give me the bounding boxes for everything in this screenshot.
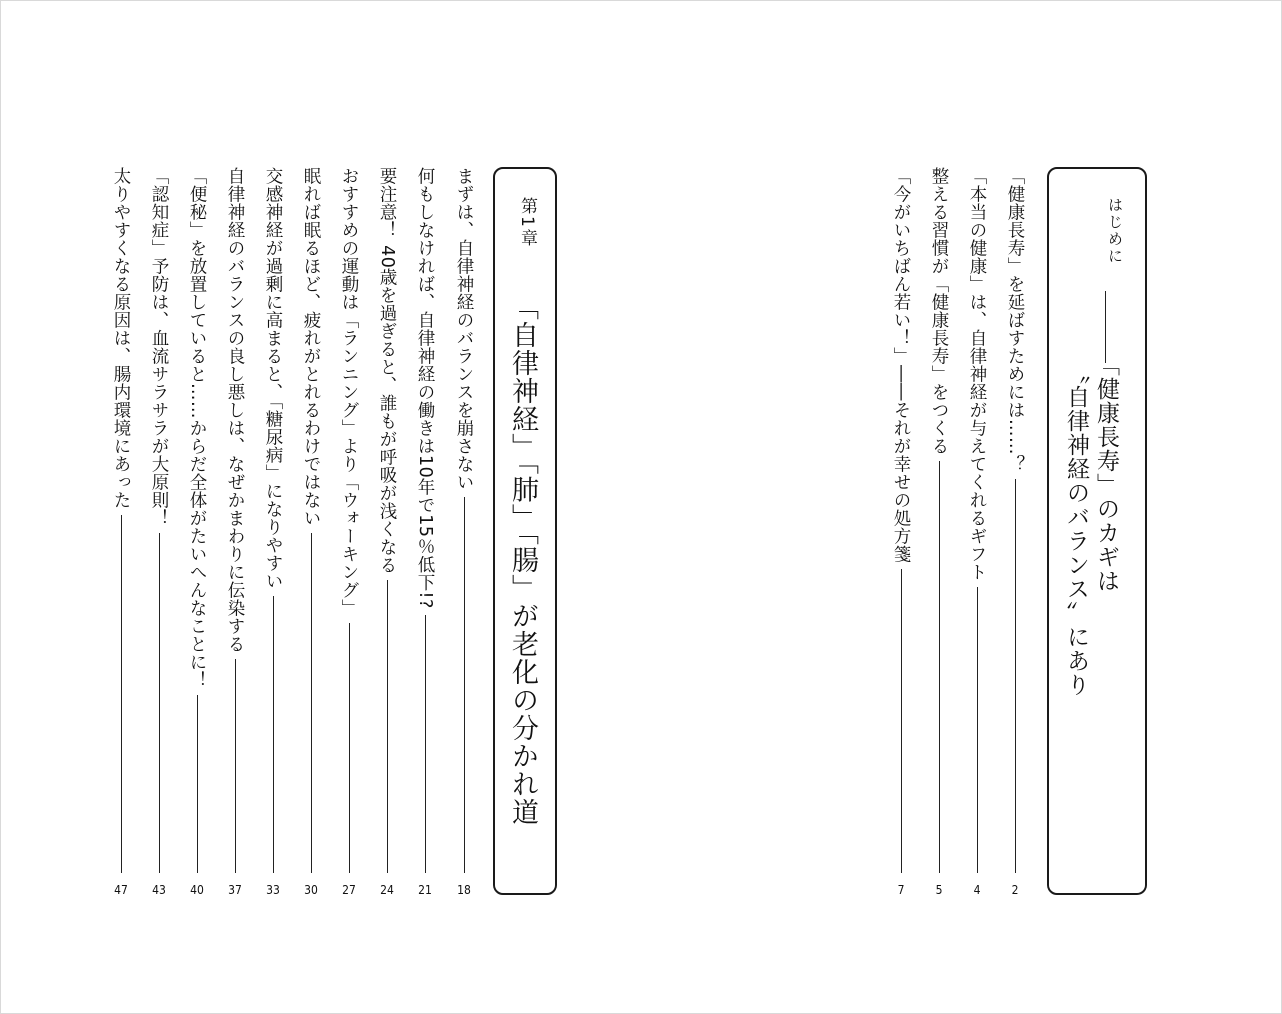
toc-page-number: 7 <box>897 883 905 897</box>
toc-entry-text: 眠れば眠るほど、疲れがとれるわけではない <box>301 167 321 527</box>
toc-entry-text: 「本当の健康」は、自律神経が与えてくれるギフト <box>967 167 987 581</box>
toc-entry-text: 「今がいちばん若い！」――それが幸せの処方箋 <box>891 167 911 563</box>
toc-entry[interactable] <box>184 167 210 897</box>
toc-entry[interactable] <box>374 167 400 897</box>
toc-entry-text: 何もしなければ、自律神経の働きは10年で15％低下!? <box>415 167 435 609</box>
toc-page-number: 33 <box>266 883 280 897</box>
toc-entry[interactable] <box>451 167 477 897</box>
hajimeni-title-line1: 「健康長寿」のカギは <box>1093 353 1119 593</box>
toc-entry-text: おすすめの運動は「ランニング」より「ウォーキング」 <box>339 167 359 617</box>
toc-entry[interactable] <box>108 167 134 897</box>
toc-leader-line <box>235 659 236 873</box>
toc-leader-line <box>159 533 160 873</box>
toc-page-number: 18 <box>457 883 471 897</box>
toc-entry-text: 自律神経のバランスの良し悪しは、なぜかまわりに伝染する <box>225 167 245 653</box>
toc-leader-line <box>901 569 902 873</box>
toc-leader-line <box>387 580 388 873</box>
toc-leader-line <box>349 623 350 873</box>
chapter1-label: 第1章 <box>517 197 537 248</box>
toc-page-number: 30 <box>304 883 318 897</box>
toc-entry-text: 「健康長寿」を延ばすためには……？ <box>1005 167 1025 473</box>
toc-page-number: 4 <box>973 883 981 897</box>
toc-page-number: 27 <box>342 883 356 897</box>
toc-page-number: 5 <box>935 883 943 897</box>
toc-page-number: 21 <box>418 883 432 897</box>
toc-entry-text: まずは、自律神経のバランスを崩さない <box>454 167 474 491</box>
toc-leader-line <box>273 596 274 873</box>
toc-entry[interactable] <box>336 167 362 897</box>
toc-page-number: 43 <box>152 883 166 897</box>
toc-leader-line <box>121 515 122 873</box>
toc-entry-text: 太りやすくなる原因は、腸内環境にあった <box>111 167 131 509</box>
toc-entry[interactable] <box>1002 167 1028 897</box>
toc-entry[interactable] <box>260 167 286 897</box>
toc-entry-text: 「認知症」予防は、血流サラサラが大原則！ <box>149 167 169 527</box>
toc-leader-line <box>977 587 978 873</box>
toc-entry-text: 要注意！ 40歳を過ぎると、誰もが呼吸が浅くなる <box>377 167 397 575</box>
toc-page-number: 47 <box>114 883 128 897</box>
toc-entry-text: 交感神経が過剰に高まると、「糖尿病」になりやすい <box>263 167 283 591</box>
toc-leader-line <box>939 461 940 873</box>
toc-entry-text: 「便秘」を放置していると……からだ全体がたいへんなことに！ <box>187 167 207 689</box>
toc-entry[interactable] <box>222 167 248 897</box>
toc-page-number: 2 <box>1011 883 1019 897</box>
hajimeni-title-line2: 〝自律神経のバランス〟にあり <box>1063 361 1089 697</box>
toc-leader-line <box>197 695 198 873</box>
toc-entry[interactable] <box>926 167 952 897</box>
toc-entry[interactable] <box>412 167 438 897</box>
toc-entry-text: 整える習慣が「健康長寿」をつくる <box>929 167 949 455</box>
toc-page-number: 40 <box>190 883 204 897</box>
hajimeni-label: はじめに <box>1106 197 1124 265</box>
toc-page-number: 24 <box>380 883 394 897</box>
toc-leader-line <box>425 615 426 873</box>
toc-entry[interactable] <box>964 167 990 897</box>
toc-entry[interactable] <box>298 167 324 897</box>
toc-entry[interactable] <box>888 167 914 897</box>
toc-page-number: 37 <box>228 883 242 897</box>
toc-leader-line <box>464 497 465 873</box>
toc-leader-line <box>1015 479 1016 873</box>
toc-entry[interactable] <box>146 167 172 897</box>
chapter1-title: 「自律神経」「肺」「腸」が老化の分かれ道 <box>507 293 538 826</box>
toc-leader-line <box>311 533 312 873</box>
